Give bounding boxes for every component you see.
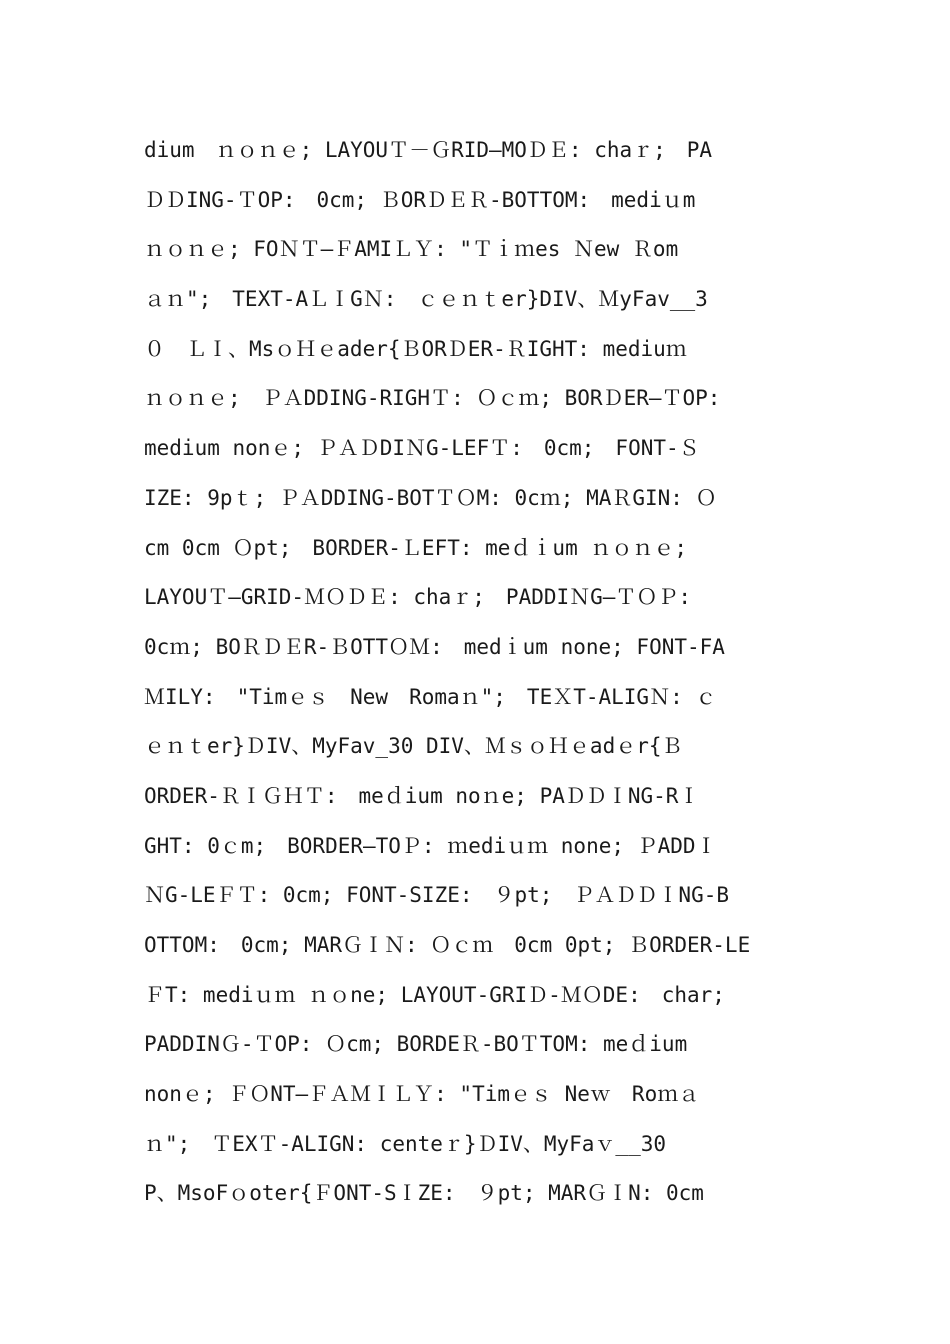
text-line: PADDINＧ-ＴOP: Ｏcm; BORDEＲ-BOＴTOM: meｄium bbox=[144, 1032, 688, 1057]
text-line: ｅｎｔer}ＤIV、MyFav_30 DIV、ＭｓｏＨｅadｅr{Ｂ bbox=[144, 734, 683, 759]
text-line: OTTOM: 0cm; MARＧＩＮ: Ｏｃｍ 0cm 0pt; ＢORDER-LE bbox=[144, 933, 751, 957]
body-text bbox=[144, 132, 824, 1225]
text-line: ＦT: mediｕｍ ｎｏne; LAYOUT-GRIＤ-ＭＯDE: char; bbox=[144, 982, 725, 1007]
text-line: ＭILY: "Timｅｓ New Romaｎ"; TEＸT-ALIGＮ: ｃ bbox=[144, 684, 717, 709]
text-line: ０ ＬＩ、MsｏＨｅader{ＢORＤER-ＲIGHT: mediuｍ bbox=[144, 336, 687, 361]
text-line: ＤＤING-ＴOP: 0cm; ＢORＤＥＲ-BOTTOM: mediｕm bbox=[144, 187, 696, 212]
text-line: IZE: 9pｔ; ＰＡDDING-BOTＴＯM: 0cｍ; MAＲGIN: Ｏ bbox=[144, 485, 717, 510]
text-line: cm 0cm Ｏpt; BORDER-ＬEFT: meｄｉum ｎｏｎｅ; bbox=[144, 535, 688, 560]
text-line: ＮG-LEＦＴ: 0cm; FONT-SIZE: ９pt; ＰＡＤＤＩNG-B bbox=[144, 883, 730, 908]
text-line: LAYOUＴ—GRID-ＭＯＤＥ: chaｒ; PADDIＮG—ＴＯＰ: bbox=[144, 585, 692, 610]
text-line: medium nonｅ; ＰＡＤDIＮG-LEFＴ: 0cm; FONT-Ｓ bbox=[144, 436, 700, 461]
text-line: dium ｎｏｎｅ; LAYOUＴ－ＧRID—MOＤＥ: chaｒ; PA bbox=[144, 138, 713, 162]
text-line: ORDER-ＲＩＧＨＴ: meｄium noｎe; PAＤＤＩNG-RＩ bbox=[144, 783, 700, 808]
text-line: ａｎ"; TEXT-AＬＩGＮ: ｃｅｎｔer}DIV、ＭyFav__3 bbox=[144, 287, 708, 312]
text-line: ｎ"; ＴEXＴ-ALIGN: centeｒ}ＤIV、MyFaｖ__30 bbox=[144, 1131, 667, 1156]
text-line: ｎｏｎｅ; ＰＡDDING-RIGHＴ: Ｏｃｍ; BORＤER—ＴOP: bbox=[144, 386, 721, 411]
text-line: 0cｍ; BOＲＤＥR-ＢOTTＯＭ: medｉum none; FONT-FA bbox=[144, 634, 725, 659]
text-line: nonｅ; ＦＯNT—ＦＡＭＩＬＹ: "Timｅｓ Neｗ Roｍａ bbox=[144, 1082, 700, 1107]
text-line: P、MsoFｏoter{ＦONT-SＩZE: ９pt; MARＧＩN: 0cm bbox=[144, 1181, 704, 1206]
text-line: GHT: 0ｃm; BORDER—TOＰ: ｍediｕｍ none; ＰADDＩ bbox=[144, 833, 717, 858]
text-line: ｎｏｎｅ; FOＮＴ—ＦAMIＬＹ: "Ｔｉｍes Ｎew Ｒom bbox=[144, 237, 679, 262]
